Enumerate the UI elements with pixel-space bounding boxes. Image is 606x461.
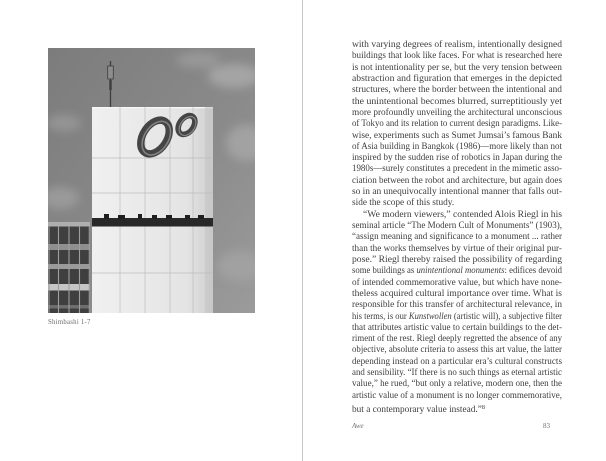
text-line: his terms, is our Kunstwollen (artistic will), a subjective filter xyxy=(352,311,562,322)
photo-caption: Shimbashi 1-7 xyxy=(48,319,91,326)
text-line: abstraction and figuration that emerges in the depicted xyxy=(352,73,562,84)
text-line: buildings that look like faces. For what is researched here xyxy=(352,51,562,62)
text-line: objective, absolute criteria to assess this art value, the latter xyxy=(352,345,562,356)
building-photo-illustration xyxy=(48,48,255,313)
text-line: that attributes artistic value to certain buildings to the det- xyxy=(352,322,562,333)
text-line: artistic value of a monument is no longer commemorative, xyxy=(352,390,562,401)
text-line: of Asia building in Bangkok (1986)—more likely than not xyxy=(352,141,562,152)
text-line: seminal article “The Modern Cult of Monuments” (1903), xyxy=(352,221,562,231)
white-tower xyxy=(92,107,213,313)
text-line: is not intentionality per se, but the very tension between xyxy=(352,62,562,73)
text-line: “assign meaning and significance to a monument ... rather xyxy=(352,232,562,243)
text-line: wise, experiments such as Sumet Jumsai’s famous Bank xyxy=(352,130,562,141)
text-line: some buildings as unintentional monuments: edifices devoid xyxy=(352,266,562,277)
low-rise-building xyxy=(48,222,90,313)
running-footer: Awe xyxy=(352,422,364,430)
page-number: 83 xyxy=(543,422,550,430)
text-line: 1980s—surely constitutes a precedent in the mimetic asso- xyxy=(352,164,562,175)
text-line: but a contemporary value instead.”$^8$ xyxy=(352,404,485,416)
text-line: pose.” Riegl thereby raised the possibility of regarding xyxy=(352,254,562,265)
text-line: inspired by the sudden rise of robotics in Japan during the xyxy=(352,153,562,164)
text-line: with varying degrees of realism, intentionally designed xyxy=(352,40,562,50)
text-line: of Tokyo and its relation to current design paradigms. Like- xyxy=(352,119,562,130)
text-line: structures, where the border between the intentional and xyxy=(352,85,562,96)
text-line: “We modern viewers,” contended Alois Riegl in his xyxy=(363,209,562,220)
text-line: more profoundly unveiling the architectural unconscious xyxy=(352,107,562,118)
text-line: the unintentional becomes blurred, surreptitiously yet xyxy=(352,96,562,107)
right-page xyxy=(304,0,606,461)
page-footer xyxy=(352,422,550,434)
text-line: so in an unequivocally intentional manner that falls out- xyxy=(352,187,562,198)
text-line: than the works themselves by virtue of their original pur- xyxy=(352,243,562,254)
text-line: and sensibility. “If there is no such things as eternal artistic xyxy=(352,368,562,379)
text-line: value,” he rued, “but only a relative, modern one, then the xyxy=(352,379,562,390)
body-text xyxy=(352,40,562,416)
left-page xyxy=(0,0,302,461)
text-line: side the scope of this study. xyxy=(352,198,455,209)
building-photo xyxy=(48,48,255,313)
text-line: riment of the rest. Riegl deeply regretted the absence of any xyxy=(352,334,562,345)
text-line: theless acquired cultural importance over time. What is xyxy=(352,288,562,299)
text-line: responsible for this transfer of architectural relevance, in xyxy=(352,300,562,311)
page-spine-divider xyxy=(302,0,303,461)
text-line: of intended commemorative value, but which have none- xyxy=(352,277,562,288)
text-line: ciation between the robot and architecture, but again does xyxy=(352,175,562,186)
text-line: depending instead on a particular era’s cultural constructs xyxy=(352,356,562,367)
